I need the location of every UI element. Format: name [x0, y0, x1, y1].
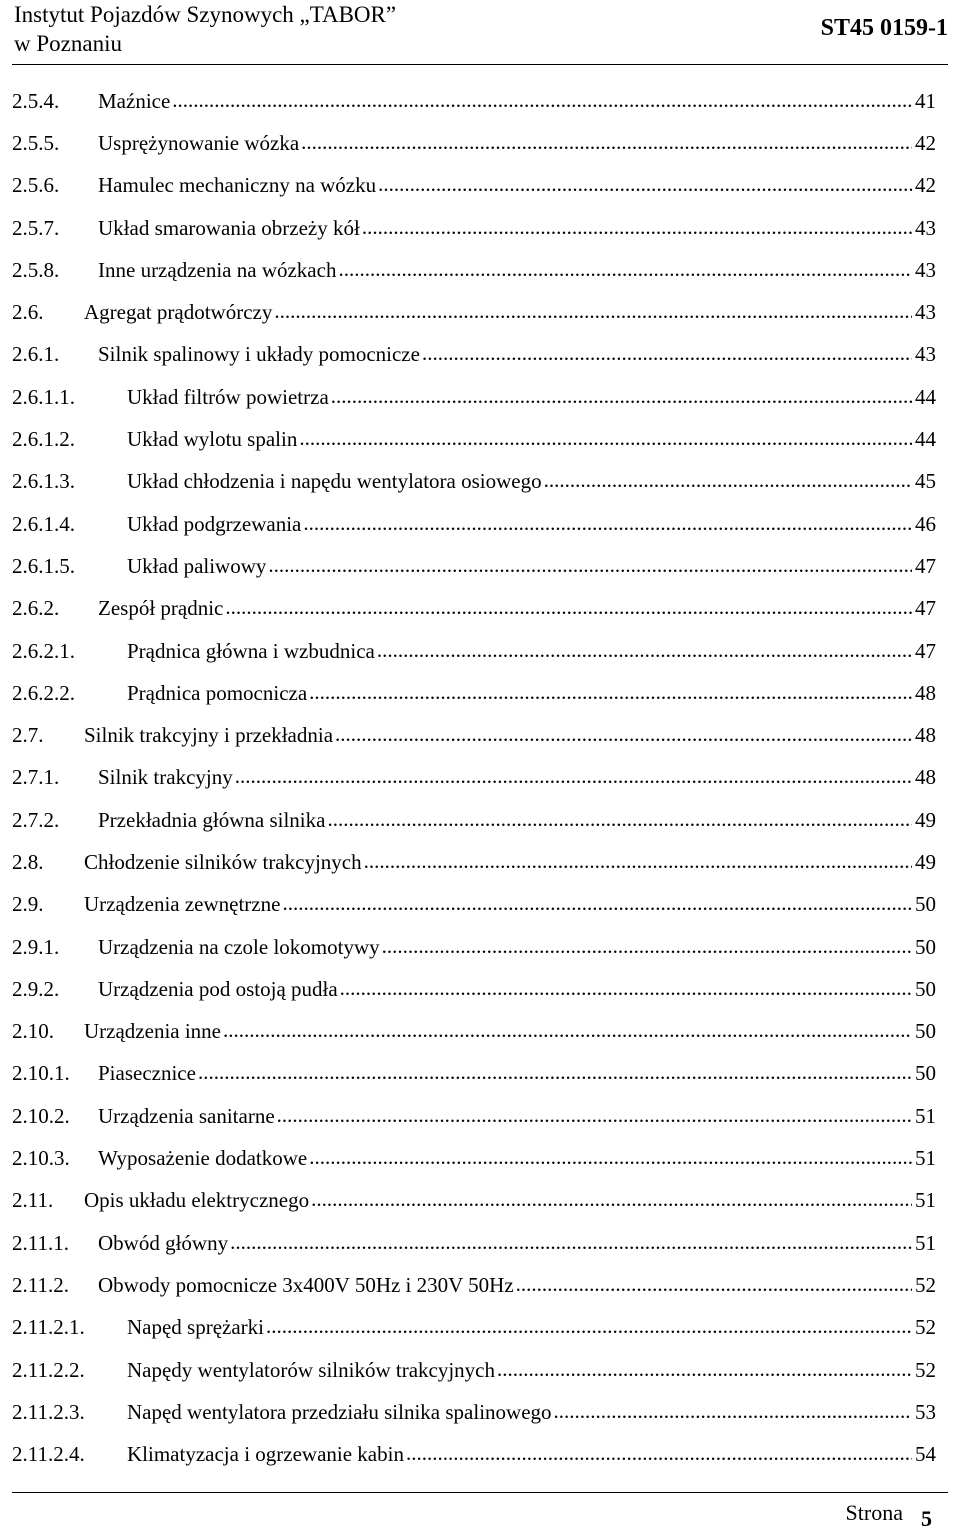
toc-dot-leader [377, 641, 912, 662]
toc-entry-title: Zespół prądnic [98, 596, 224, 621]
toc-entry[interactable] [12, 1349, 936, 1391]
toc-entry-number: 2.11.2.1. [12, 1315, 85, 1340]
toc-entry-page: 51 [915, 1103, 936, 1128]
toc-entry-title: Urządzenia na czole lokomotywy [98, 934, 380, 959]
toc-entry-number: 2.11.2.4. [12, 1442, 85, 1467]
toc-entry-title: Napęd sprężarki [127, 1315, 265, 1340]
toc-entry-page: 48 [915, 723, 936, 748]
toc-entry[interactable] [12, 376, 936, 418]
toc-entry-title: Maźnice [98, 88, 171, 113]
toc-dot-leader [497, 1360, 912, 1381]
toc-entry-page: 47 [915, 596, 936, 621]
toc-entry-page: 52 [915, 1272, 936, 1297]
toc-dot-leader [378, 175, 912, 196]
organization-name-line2: w Poznaniu [14, 31, 122, 56]
toc-entry-title: Układ chłodzenia i napędu wentylatora osiowego [127, 469, 542, 494]
organization-name-line1: Instytut Pojazdów Szynowych „TABOR” [14, 2, 397, 27]
toc-entry-page: 50 [915, 934, 936, 959]
toc-dot-leader [299, 429, 912, 450]
toc-entry-number: 2.6.1.3. [12, 469, 75, 494]
toc-entry-number: 2.5.8. [12, 257, 60, 282]
toc-dot-leader [274, 302, 912, 323]
toc-entry-title: Urządzenia pod ostoją pudła [98, 976, 338, 1001]
toc-entry[interactable] [12, 630, 936, 672]
header-divider [12, 64, 948, 65]
toc-entry-number: 2.10.3. [12, 1146, 70, 1171]
toc-entry-page: 43 [915, 257, 936, 282]
toc-entry-title: Usprężynowanie wózka [98, 130, 300, 155]
toc-entry[interactable] [12, 757, 936, 799]
toc-entry-number: 2.7. [12, 723, 44, 748]
toc-dot-leader [309, 683, 912, 704]
toc-dot-leader [335, 725, 912, 746]
toc-entry[interactable] [12, 1095, 936, 1137]
toc-entry-title: Piasecznice [98, 1061, 196, 1086]
toc-entry[interactable] [12, 1264, 936, 1306]
toc-entry-page: 46 [915, 511, 936, 536]
toc-dot-leader [172, 91, 912, 112]
toc-dot-leader [235, 767, 912, 788]
toc-entry-title: Silnik trakcyjny i przekładnia [84, 723, 334, 748]
toc-entry-number: 2.5.5. [12, 130, 60, 155]
toc-dot-leader [544, 471, 912, 492]
toc-entry-page: 50 [915, 976, 936, 1001]
toc-dot-leader [301, 133, 912, 154]
toc-entry-number: 2.5.4. [12, 88, 60, 113]
toc-entry-page: 47 [915, 553, 936, 578]
toc-entry-title: Agregat prądotwórczy [84, 300, 273, 325]
toc-dot-leader [382, 937, 912, 958]
toc-entry-title: Inne urządzenia na wózkach [98, 257, 337, 282]
toc-entry-page: 51 [915, 1230, 936, 1255]
toc-entry-title: Obwód główny [98, 1230, 229, 1255]
toc-entry-number: 2.7.2. [12, 807, 60, 832]
toc-entry-title: Układ filtrów powietrza [127, 384, 329, 409]
toc-entry-page: 49 [915, 807, 936, 832]
toc-entry-title: Napęd wentylatora przedziału silnika spalinowego [127, 1399, 552, 1424]
toc-entry-page: 48 [915, 680, 936, 705]
toc-entry-number: 2.6.2.2. [12, 680, 75, 705]
toc-entry-title: Obwody pomocnicze 3x400V 50Hz i 230V 50Hz [98, 1272, 514, 1297]
toc-dot-leader [327, 810, 912, 831]
toc-entry[interactable] [12, 1053, 936, 1095]
toc-dot-leader [225, 598, 912, 619]
toc-entry-number: 2.11. [12, 1188, 54, 1213]
toc-entry-title: Urządzenia sanitarne [98, 1103, 275, 1128]
toc-entry[interactable] [12, 968, 936, 1010]
toc-entry-title: Prądnica pomocnicza [127, 680, 308, 705]
toc-dot-leader [422, 344, 912, 365]
toc-entry-title: Układ wylotu spalin [127, 427, 298, 452]
toc-entry[interactable] [12, 249, 936, 291]
toc-entry-title: Opis układu elektrycznego [84, 1188, 310, 1213]
toc-entry-page: 52 [915, 1357, 936, 1382]
toc-entry-number: 2.6.1. [12, 342, 60, 367]
toc-entry-page: 47 [915, 638, 936, 663]
toc-dot-leader [198, 1063, 912, 1084]
toc-dot-leader [554, 1402, 912, 1423]
toc-entry-page: 41 [915, 88, 936, 113]
page-label: Strona [845, 1500, 903, 1525]
footer-divider [12, 1492, 948, 1493]
toc-entry-page: 51 [915, 1146, 936, 1171]
toc-entry-page: 44 [915, 427, 936, 452]
toc-entry-page: 51 [915, 1188, 936, 1213]
toc-dot-leader [362, 218, 912, 239]
toc-entry-number: 2.6.1.4. [12, 511, 75, 536]
toc-dot-leader [230, 1233, 912, 1254]
toc-entry[interactable] [12, 1137, 936, 1179]
toc-entry-number: 2.7.1. [12, 765, 60, 790]
toc-entry-page: 43 [915, 342, 936, 367]
toc-entry-number: 2.10. [12, 1019, 54, 1044]
toc-entry-page: 54 [915, 1442, 936, 1467]
toc-entry-number: 2.6.1.2. [12, 427, 75, 452]
toc-entry-number: 2.6.1.5. [12, 553, 75, 578]
toc-entry[interactable] [12, 1307, 936, 1349]
toc-entry-number: 2.6.2.1. [12, 638, 75, 663]
toc-entry-title: Silnik spalinowy i układy pomocnicze [98, 342, 420, 367]
toc-entry-page: 42 [915, 173, 936, 198]
toc-dot-leader [309, 1148, 912, 1169]
toc-entry[interactable] [12, 884, 936, 926]
toc-entry-number: 2.6. [12, 300, 44, 325]
toc-dot-leader [277, 1106, 912, 1127]
toc-entry-page: 45 [915, 469, 936, 494]
toc-entry-number: 2.10.1. [12, 1061, 70, 1086]
toc-entry[interactable] [12, 461, 936, 503]
toc-entry-title: Prądnica główna i wzbudnica [127, 638, 375, 663]
toc-dot-leader [282, 894, 912, 915]
toc-entry-number: 2.11.1. [12, 1230, 69, 1255]
toc-dot-leader [223, 1021, 912, 1042]
page-footer [845, 1500, 932, 1531]
document-code: ST45 0159-1 [820, 15, 948, 41]
toc-entry-number: 2.9.2. [12, 976, 60, 1001]
toc-entry-page: 43 [915, 300, 936, 325]
page-header [14, 0, 948, 62]
toc-entry[interactable] [12, 799, 936, 841]
toc-entry-page: 44 [915, 384, 936, 409]
toc-entry-number: 2.11.2.3. [12, 1399, 85, 1424]
toc-entry[interactable] [12, 334, 936, 376]
toc-dot-leader [268, 556, 912, 577]
toc-dot-leader [516, 1275, 912, 1296]
toc-entry-title: Hamulec mechaniczny na wózku [98, 173, 377, 198]
toc-entry[interactable] [12, 207, 936, 249]
toc-entry-number: 2.6.1.1. [12, 384, 75, 409]
toc-entry-title: Urządzenia inne [84, 1019, 222, 1044]
toc-entry-title: Silnik trakcyjny [98, 765, 233, 790]
toc-entry-number: 2.5.7. [12, 215, 60, 240]
toc-entry-page: 49 [915, 849, 936, 874]
toc-entry[interactable] [12, 1434, 936, 1476]
toc-dot-leader [331, 387, 912, 408]
toc-entry[interactable] [12, 588, 936, 630]
toc-entry-title: Chłodzenie silników trakcyjnych [84, 849, 362, 874]
toc-entry-page: 43 [915, 215, 936, 240]
toc-entry-number: 2.9. [12, 892, 44, 917]
toc-entry-page: 50 [915, 892, 936, 917]
toc-entry-page: 53 [915, 1399, 936, 1424]
toc-entry-page: 50 [915, 1061, 936, 1086]
toc-entry[interactable] [12, 122, 936, 164]
toc-entry-number: 2.11.2.2. [12, 1357, 85, 1382]
toc-entry-number: 2.8. [12, 849, 44, 874]
toc-entry-title: Układ podgrzewania [127, 511, 302, 536]
toc-dot-leader [338, 260, 912, 281]
toc-entry-title: Przekładnia główna silnika [98, 807, 326, 832]
toc-entry[interactable] [12, 291, 936, 333]
toc-entry[interactable] [12, 714, 936, 756]
toc-entry[interactable] [12, 418, 936, 460]
toc-entry-title: Klimatyzacja i ogrzewanie kabin [127, 1442, 404, 1467]
page-number: 5 [921, 1506, 932, 1531]
toc-dot-leader [311, 1190, 912, 1211]
toc-entry[interactable] [12, 80, 936, 122]
table-of-contents [12, 80, 936, 1476]
toc-dot-leader [364, 852, 912, 873]
toc-entry-title: Układ smarowania obrzeży kół [98, 215, 360, 240]
toc-entry-title: Napędy wentylatorów silników trakcyjnych [127, 1357, 495, 1382]
toc-dot-leader [303, 514, 912, 535]
toc-entry-page: 42 [915, 130, 936, 155]
toc-entry-page: 48 [915, 765, 936, 790]
toc-entry[interactable] [12, 1391, 936, 1433]
toc-dot-leader [340, 979, 912, 1000]
toc-entry[interactable] [12, 165, 936, 207]
toc-entry[interactable] [12, 1222, 936, 1264]
toc-entry[interactable] [12, 503, 936, 545]
toc-dot-leader [406, 1444, 912, 1465]
toc-entry-title: Wyposażenie dodatkowe [98, 1146, 308, 1171]
toc-dot-leader [266, 1317, 912, 1338]
toc-entry[interactable] [12, 926, 936, 968]
toc-entry-number: 2.11.2. [12, 1272, 69, 1297]
toc-entry[interactable] [12, 1180, 936, 1222]
toc-entry-title: Urządzenia zewnętrzne [84, 892, 281, 917]
toc-entry-page: 50 [915, 1019, 936, 1044]
toc-entry-title: Układ paliwowy [127, 553, 267, 578]
toc-entry-number: 2.6.2. [12, 596, 60, 621]
toc-entry[interactable] [12, 672, 936, 714]
organization-name [14, 0, 396, 58]
toc-entry[interactable] [12, 1011, 936, 1053]
toc-entry-number: 2.5.6. [12, 173, 60, 198]
toc-entry-number: 2.9.1. [12, 934, 60, 959]
toc-entry-page: 52 [915, 1315, 936, 1340]
toc-entry[interactable] [12, 545, 936, 587]
toc-entry-number: 2.10.2. [12, 1103, 70, 1128]
toc-entry[interactable] [12, 841, 936, 883]
